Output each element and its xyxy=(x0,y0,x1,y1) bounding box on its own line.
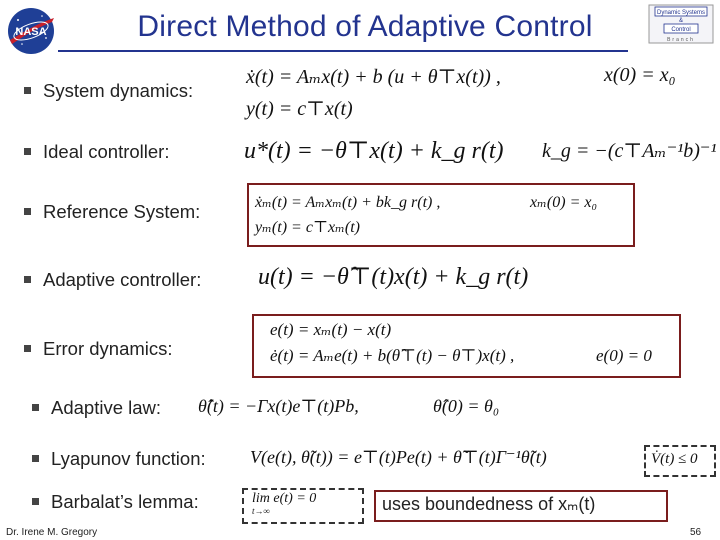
boundedness-note: uses boundedness of xₘ(t) xyxy=(382,494,596,514)
bullet-lyapunov-function: Lyapunov function: xyxy=(32,448,206,470)
equation-error: e(t) = xₘ(t) − x(t) xyxy=(270,320,392,339)
dynamic-systems-control-branch-logo xyxy=(648,4,714,44)
svg-text:Control: Control xyxy=(671,27,691,33)
equation-system-output: y(t) = c⊤x(t) xyxy=(246,98,353,120)
bullet-error-dynamics: Error dynamics: xyxy=(24,338,173,360)
equation-ideal-controller: u*(t) = −θ⊤x(t) + k_g r(t) xyxy=(244,138,504,164)
svg-text:&: & xyxy=(678,18,684,24)
equation-reference-initial-condition: xₘ(0) = x₀ xyxy=(530,194,598,211)
bullet-ideal-controller: Ideal controller: xyxy=(24,141,169,163)
nasa-logo xyxy=(6,6,56,56)
bullet-adaptive-law: Adaptive law: xyxy=(32,397,161,419)
bullet-reference-system: Reference System: xyxy=(24,201,200,223)
bullet-system-dynamics: System dynamics: xyxy=(24,80,193,102)
equation-adaptive-controller: u(t) = −θ̂⊤(t)x(t) + k_g r(t) xyxy=(258,264,529,290)
equation-lyapunov-derivative: V̇(t) ≤ 0 xyxy=(651,451,698,467)
bullet-barbalat-lemma: Barbalat’s lemma: xyxy=(32,491,199,513)
equation-barbalat-subscript: t→∞ xyxy=(252,506,270,516)
equation-adaptive-law-initial-condition: θ̂(0) = θ₀ xyxy=(433,396,500,416)
equation-reference-state: ẋₘ(t) = Aₘxₘ(t) + bk_g r(t) , xyxy=(255,194,441,211)
equation-system-initial-condition: x(0) = x₀ xyxy=(604,64,676,86)
equation-error-initial-condition: e(0) = 0 xyxy=(596,346,652,365)
page-number: 56 xyxy=(690,527,702,538)
equation-lyapunov-function: V(e(t), θ̃(t)) = e⊤(t)Pe(t) + θ̃⊤(t)Γ⁻¹θ̃(t) xyxy=(250,447,547,467)
svg-text:Branch: Branch xyxy=(667,37,695,43)
svg-text:Dynamic Systems: Dynamic Systems xyxy=(656,10,706,16)
equation-system-state: ẋ(t) = Aₘx(t) + b (u + θ⊤x(t)) , xyxy=(246,66,501,88)
author-footer: Dr. Irene M. Gregory xyxy=(6,527,98,538)
svg-text:NASA: NASA xyxy=(15,26,47,38)
equation-adaptive-law: θ̂̇(t) = −Γx(t)e⊤(t)Pb, xyxy=(198,396,359,416)
page-title: Direct Method of Adaptive Control xyxy=(137,10,593,43)
equation-reference-output: yₘ(t) = c⊤xₘ(t) xyxy=(255,219,360,236)
equation-barbalat-limit: lim e(t) = 0 xyxy=(252,491,317,506)
equation-error-dynamics: ė(t) = Aₘe(t) + b(θ̂⊤(t) − θ⊤)x(t) , xyxy=(270,346,515,365)
equation-ideal-gain: k_g = −(c⊤Aₘ⁻¹b)⁻¹ xyxy=(542,140,717,162)
title-underline xyxy=(58,50,628,52)
bullet-adaptive-controller: Adaptive controller: xyxy=(24,269,201,291)
